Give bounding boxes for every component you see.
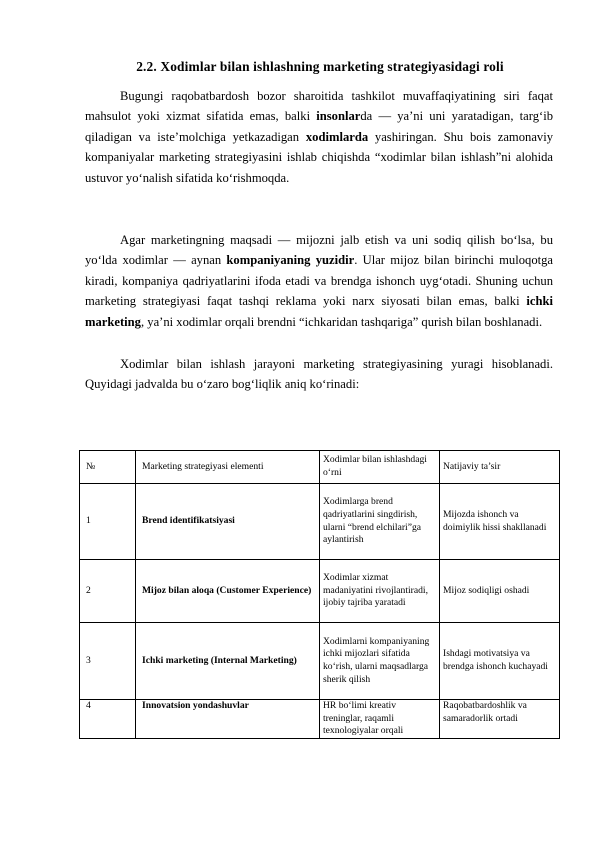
row-element: Brend identifikatsiyasi xyxy=(136,484,320,560)
p1-bold-insonlar: insonlar xyxy=(316,109,361,124)
p1-text-d: yashiringan. Shu bois zamonaviy kompaniyalar marketing strategiyasini ishlab chiqishda “xodimlar bilan ishlash”ni alohida ustuvor yo‘nalish sifatida ko‘rishmoqda. xyxy=(85,129,554,185)
p2-text-c: . Ular mijoz bilan birinchi muloqotga kiradi, kompaniya qadriyatlarini ifoda etadi va brendga ishonch uyg‘otadi. Shuning uchun marketing strategiyasi faqat tashqi reklama yoki narx siyosati bilan emas, balki xyxy=(85,253,554,309)
header-cell-effect: Natijaviy ta’sir xyxy=(440,451,560,484)
row-effect: Mijozda ishonch va doimiylik hissi shakllanadi xyxy=(440,484,560,560)
section-heading: 2.2. Xodimlar bilan ishlashning marketing strategiyasidagi roli xyxy=(136,59,504,74)
table-header-row xyxy=(80,451,560,484)
p3-text: Xodimlar bilan ishlash jarayoni marketing strategiyasining yuragi hisoblanadi. Quyidagi jadvalda bu o‘zaro bog‘liqlik aniq ko‘rinadi: xyxy=(85,357,553,392)
p2-text-d: , ya’ni xodimlar orqali brendni “ichkaridan tashqariga” qurish bilan boshlanadi. xyxy=(140,314,543,329)
row-number: 2 xyxy=(80,560,136,623)
row-effect: Mijoz sodiqligi oshadi xyxy=(440,560,560,623)
row-element: Innovatsion yondashuvlar xyxy=(136,700,320,739)
p2-text-a: Agar marketingning maqsadi — mijozni jalb etish va uni sodiq qilish bo‘lsa, bu yo‘lda xodimlar — aynan xyxy=(85,233,553,268)
row-element: Ichki marketing (Internal Marketing) xyxy=(136,623,320,700)
row-element: Mijoz bilan aloqa (Customer Experience) xyxy=(136,560,320,623)
p1-bold-xodimlarda: xodimlarda xyxy=(305,129,369,144)
p2-bold-ichki-marketing: ichki marketing xyxy=(85,294,553,329)
row-effect: Raqobatbardoshlik va samaradorlik ortadi xyxy=(440,700,560,739)
row-role: Xodimlarga brend qadriyatlarini singdirish, ularni “brend elchilari”ga aylantirish xyxy=(320,484,440,560)
row-number: 4 xyxy=(80,700,136,739)
row-effect: Ishdagi motivatsiya va brendga ishonch kuchayadi xyxy=(440,623,560,700)
row-number: 3 xyxy=(80,623,136,700)
header-cell-role: Xodimlar bilan ishlashdagi o‘rni xyxy=(320,451,440,484)
paragraph-2 xyxy=(85,230,553,332)
p2-bold-kompaniya-yuzi: kompaniyaning yuzidir xyxy=(226,253,355,268)
header-cell-number: № xyxy=(80,451,136,484)
paragraph-1 xyxy=(85,86,553,188)
row-role: Xodimlarni kompaniyaning ichki mijozlari sifatida ko‘rish, ularni maqsadlarga sherik qilish xyxy=(320,623,440,700)
p1-text-c: da — ya’ni uni yaratadigan, targ‘ib qiladigan va iste’molchiga yetkazadigan xyxy=(85,109,553,144)
p1-text-a: Bugungi raqobatbardosh bozor sharoitida tashkilot muvaffaqiyatining siri faqat mahsulot yoki xizmat sifatida emas, balki xyxy=(85,89,553,124)
row-role: Xodimlar xizmat madaniyatini rivojlantiradi, ijobiy tajriba yaratadi xyxy=(320,560,440,623)
paragraph-3 xyxy=(85,354,553,395)
table-row xyxy=(80,560,560,623)
row-role: HR bo‘limi kreativ treninglar, raqamli texnologiyalar orqali xyxy=(320,700,440,739)
strategy-table xyxy=(79,450,560,739)
header-cell-element: Marketing strategiyasi elementi xyxy=(136,451,320,484)
table-row xyxy=(80,700,560,739)
row-number: 1 xyxy=(80,484,136,560)
table-row xyxy=(80,623,560,700)
table-row xyxy=(80,484,560,560)
